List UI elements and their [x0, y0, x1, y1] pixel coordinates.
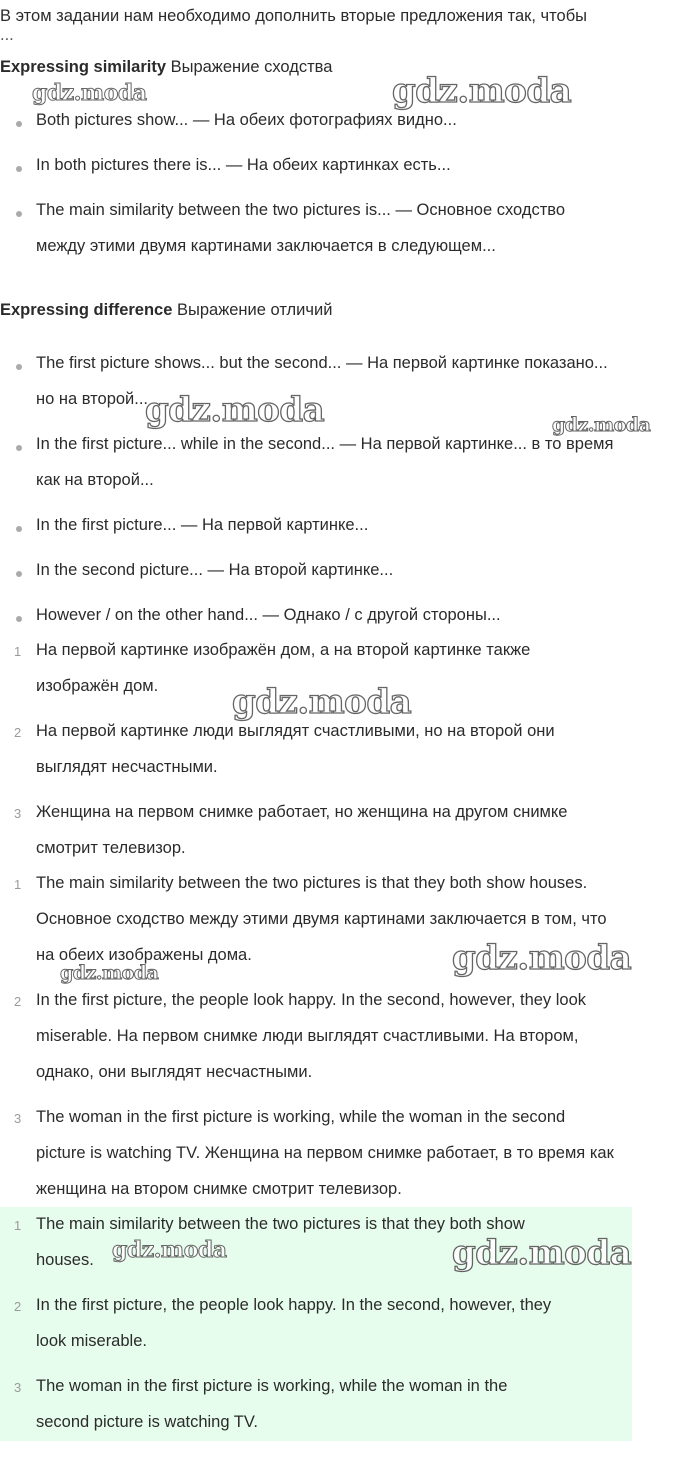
- intro-cut-line: ...: [0, 32, 14, 44]
- list-item: The main similarity between the two pictures is... — Основное сходство: [36, 201, 566, 219]
- numbered-item-continued: однако, они выглядят несчастными.: [36, 1063, 313, 1081]
- watermark: gdz.moda: [112, 1237, 227, 1263]
- item-number: 3: [14, 806, 22, 821]
- list-item: However / on the other hand... — Однако / с другой стороны...: [36, 606, 501, 624]
- item-number: 1: [14, 1218, 22, 1233]
- watermark: gdz.moda: [552, 414, 651, 436]
- watermark: gdz.moda: [145, 390, 325, 430]
- list-item: The first picture shows... but the second... — На первой картинке показано...: [36, 354, 608, 372]
- list-item-continued: как на второй...: [36, 471, 154, 489]
- bullet-icon: [16, 445, 22, 451]
- list-item: In the first picture... while in the second... — На первой картинке... в то время: [36, 435, 614, 453]
- watermark: gdz.moda: [232, 682, 412, 722]
- numbered-item: In the first picture, the people look happy. In the second, however, they look: [36, 991, 587, 1009]
- difference-heading-en: Expressing difference: [0, 301, 173, 319]
- bullet-icon: [16, 364, 22, 370]
- numbered-item-continued: изображён дом.: [36, 677, 159, 695]
- numbered-item-continued: Основное сходство между этими двумя картинами заключается в том, что: [36, 910, 607, 928]
- watermark: gdz.moda: [452, 1233, 632, 1273]
- item-number: 3: [14, 1380, 22, 1395]
- numbered-item: На первой картинке люди выглядят счастливыми, но на второй они: [36, 722, 555, 740]
- numbered-item: The woman in the first picture is working, while the woman in the second: [36, 1108, 566, 1126]
- difference-heading-ru: Выражение отличий: [177, 301, 333, 319]
- item-number: 2: [14, 994, 22, 1009]
- list-item: In the first picture... — На первой картинке...: [36, 516, 369, 534]
- bullet-icon: [16, 526, 22, 532]
- numbered-item-continued: miserable. На первом снимке люди выглядят счастливыми. На втором,: [36, 1027, 579, 1045]
- list-item: In the second picture... — На второй картинке...: [36, 561, 394, 579]
- list-item-continued: между этими двумя картинами заключается в следующем...: [36, 237, 496, 255]
- numbered-item: На первой картинке изображён дом, а на второй картинке также: [36, 641, 531, 659]
- numbered-item: In the first picture, the people look happy. In the second, however, they: [36, 1296, 552, 1314]
- numbered-item-continued: выглядят несчастными.: [36, 758, 218, 776]
- numbered-item-continued: houses.: [36, 1251, 94, 1269]
- similarity-heading: [0, 58, 332, 77]
- similarity-heading-en: Expressing similarity: [0, 58, 166, 76]
- item-number: 2: [14, 1299, 22, 1314]
- watermark: gdz.moda: [60, 962, 159, 984]
- item-number: 3: [14, 1111, 22, 1126]
- bullet-icon: [16, 166, 22, 172]
- numbered-item-continued: second picture is watching TV.: [36, 1413, 258, 1431]
- numbered-item-continued: женщина на втором снимке смотрит телевизор.: [36, 1180, 402, 1198]
- numbered-item: The main similarity between the two pictures is that they both show: [36, 1215, 525, 1233]
- difference-heading: [0, 301, 332, 320]
- list-item: In both pictures there is... — На обеих картинках есть...: [36, 156, 451, 174]
- watermark: gdz.moda: [32, 80, 147, 106]
- list-item-continued: но на второй...: [36, 390, 149, 408]
- numbered-item-continued: смотрит телевизор.: [36, 839, 186, 857]
- numbered-item-continued: на обеих изображены дома.: [36, 946, 252, 964]
- numbered-item-continued: picture is watching TV. Женщина на первом снимке работает, в то время как: [36, 1144, 614, 1162]
- bullet-icon: [16, 211, 22, 217]
- bullet-icon: [16, 121, 22, 127]
- numbered-item: The main similarity between the two pictures is that they both show houses.: [36, 874, 588, 892]
- watermark: gdz.moda: [392, 71, 572, 111]
- item-number: 2: [14, 725, 22, 740]
- numbered-item: The woman in the first picture is working, while the woman in the: [36, 1377, 508, 1395]
- list-item: Both pictures show... — На обеих фотографиях видно...: [36, 111, 457, 129]
- numbered-item-continued: look miserable.: [36, 1332, 147, 1350]
- item-number: 1: [14, 644, 22, 659]
- bullet-icon: [16, 571, 22, 577]
- intro-text: В этом задании нам необходимо дополнить вторые предложения так, чтобы: [0, 7, 588, 25]
- bullet-icon: [16, 616, 22, 622]
- similarity-heading-ru: Выражение сходства: [170, 58, 333, 76]
- item-number: 1: [14, 877, 22, 892]
- watermark: gdz.moda: [452, 938, 632, 978]
- numbered-item: Женщина на первом снимке работает, но женщина на другом снимке: [36, 803, 568, 821]
